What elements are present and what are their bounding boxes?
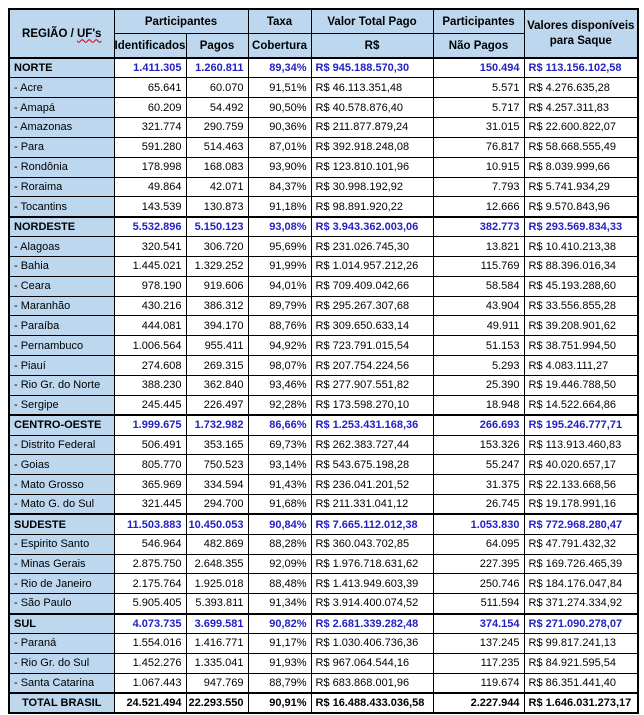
nao-pagos-cell: 115.769 — [433, 256, 524, 276]
header-regiao-prefix: REGIÃO / — [22, 27, 77, 40]
row-label-cell: - Goias — [9, 455, 114, 475]
header-ufs-spellcheck: UF's — [76, 27, 102, 40]
header-valor-total-pago: Valor Total Pago — [311, 9, 433, 34]
row-label-cell: - Amapá — [9, 98, 114, 118]
pagos-cell: 1.260.811 — [186, 58, 248, 78]
valores-saque-cell: R$ 22.600.822,07 — [524, 118, 638, 138]
pagos-cell: 42.071 — [186, 177, 248, 197]
uf-row — [9, 98, 638, 118]
identificados-cell: 1.411.305 — [114, 58, 186, 78]
nao-pagos-cell: 13.821 — [433, 237, 524, 257]
valores-saque-cell: R$ 40.020.657,17 — [524, 455, 638, 475]
valores-saque-cell: R$ 184.176.047,84 — [524, 574, 638, 594]
row-label-cell: - Rio de Janeiro — [9, 574, 114, 594]
pagos-cell: 54.492 — [186, 98, 248, 118]
header-cobertura: Cobertura — [248, 34, 311, 59]
row-label-cell: - Rio Gr. do Norte — [9, 376, 114, 396]
valores-saque-cell: R$ 10.410.213,38 — [524, 237, 638, 257]
valor-total-pago-cell: R$ 231.026.745,30 — [311, 237, 433, 257]
header-regiao-ufs — [9, 9, 114, 58]
identificados-cell: 978.190 — [114, 276, 186, 296]
uf-row — [9, 594, 638, 614]
pagos-cell: 1.329.252 — [186, 256, 248, 276]
header-rs: R$ — [311, 34, 433, 59]
nao-pagos-cell: 25.390 — [433, 376, 524, 396]
row-label-cell: - Roraima — [9, 177, 114, 197]
region-row — [9, 415, 638, 435]
pagos-cell: 394.170 — [186, 316, 248, 336]
row-label-cell: - Para — [9, 137, 114, 157]
identificados-cell: 365.969 — [114, 475, 186, 495]
cobertura-cell: 91,68% — [248, 495, 311, 515]
row-label-cell: - Rio Gr. do Sul — [9, 653, 114, 673]
cobertura-cell: 92,28% — [248, 395, 311, 415]
pagos-cell: 168.083 — [186, 157, 248, 177]
pagos-cell: 334.594 — [186, 475, 248, 495]
uf-row — [9, 554, 638, 574]
pagos-cell: 482.869 — [186, 534, 248, 554]
uf-row — [9, 673, 638, 693]
row-label-cell: SUDESTE — [9, 514, 114, 534]
valor-total-pago-cell: R$ 262.383.727,44 — [311, 435, 433, 455]
valores-saque-cell: R$ 84.921.595,54 — [524, 653, 638, 673]
region-row — [9, 58, 638, 78]
valores-saque-cell: R$ 58.668.555,49 — [524, 137, 638, 157]
row-label-cell: - Amazonas — [9, 118, 114, 138]
identificados-cell: 245.445 — [114, 395, 186, 415]
identificados-cell: 65.641 — [114, 78, 186, 98]
identificados-cell: 321.445 — [114, 495, 186, 515]
row-label-cell: - Bahia — [9, 256, 114, 276]
pagos-cell: 947.769 — [186, 673, 248, 693]
pagos-cell: 955.411 — [186, 336, 248, 356]
cobertura-cell: 90,36% — [248, 118, 311, 138]
valores-saque-cell: R$ 113.156.102,58 — [524, 58, 638, 78]
cobertura-cell: 93,46% — [248, 376, 311, 396]
pagos-cell: 3.699.581 — [186, 614, 248, 634]
identificados-cell: 1.006.564 — [114, 336, 186, 356]
cobertura-cell: 84,37% — [248, 177, 311, 197]
uf-row — [9, 276, 638, 296]
valor-total-pago-cell: R$ 709.409.042,66 — [311, 276, 433, 296]
cobertura-cell: 89,34% — [248, 58, 311, 78]
nao-pagos-cell: 266.693 — [433, 415, 524, 435]
nao-pagos-cell: 250.746 — [433, 574, 524, 594]
pagos-cell: 22.293.550 — [186, 693, 248, 713]
valor-total-pago-cell: R$ 3.914.400.074,52 — [311, 594, 433, 614]
uf-row — [9, 455, 638, 475]
valor-total-pago-cell: R$ 98.891.920,22 — [311, 197, 433, 217]
row-label-cell: - Pernambuco — [9, 336, 114, 356]
uf-row — [9, 376, 638, 396]
valores-saque-cell: R$ 99.817.241,13 — [524, 633, 638, 653]
valor-total-pago-cell: R$ 1.976.718.631,62 — [311, 554, 433, 574]
valores-saque-cell: R$ 39.208.901,62 — [524, 316, 638, 336]
cobertura-cell: 98,07% — [248, 356, 311, 376]
header-participantes: Participantes — [114, 9, 248, 34]
nao-pagos-cell: 31.375 — [433, 475, 524, 495]
valor-total-pago-cell: R$ 392.918.248,08 — [311, 137, 433, 157]
cobertura-cell: 94,92% — [248, 336, 311, 356]
pagos-cell: 1.925.018 — [186, 574, 248, 594]
row-label-cell: - Ceara — [9, 276, 114, 296]
identificados-cell: 1.554.016 — [114, 633, 186, 653]
region-row — [9, 217, 638, 237]
identificados-cell: 546.964 — [114, 534, 186, 554]
nao-pagos-cell: 49.911 — [433, 316, 524, 336]
pagos-cell: 919.606 — [186, 276, 248, 296]
valor-total-pago-cell: R$ 7.665.112.012,38 — [311, 514, 433, 534]
valor-total-pago-cell: R$ 46.113.351,48 — [311, 78, 433, 98]
pagos-cell: 5.393.811 — [186, 594, 248, 614]
cobertura-cell: 86,66% — [248, 415, 311, 435]
nao-pagos-cell: 2.227.944 — [433, 693, 524, 713]
pagos-cell: 130.873 — [186, 197, 248, 217]
cobertura-cell: 90,84% — [248, 514, 311, 534]
cobertura-cell: 90,91% — [248, 693, 311, 713]
row-label-cell: - Paraíba — [9, 316, 114, 336]
valor-total-pago-cell: R$ 30.998.192,92 — [311, 177, 433, 197]
identificados-cell: 274.608 — [114, 356, 186, 376]
cobertura-cell: 90,50% — [248, 98, 311, 118]
uf-row — [9, 157, 638, 177]
valor-total-pago-cell: R$ 207.754.224,56 — [311, 356, 433, 376]
row-label-cell: - São Paulo — [9, 594, 114, 614]
cobertura-cell: 91,99% — [248, 256, 311, 276]
valores-saque-cell: R$ 271.090.278,07 — [524, 614, 638, 634]
header-nao-pagos: Não Pagos — [433, 34, 524, 59]
uf-row — [9, 197, 638, 217]
valores-saque-cell: R$ 113.913.460,83 — [524, 435, 638, 455]
valores-saque-cell: R$ 14.522.664,86 — [524, 395, 638, 415]
pagos-cell: 1.335.041 — [186, 653, 248, 673]
valores-saque-cell: R$ 38.751.994,50 — [524, 336, 638, 356]
valor-total-pago-cell: R$ 173.598.270,10 — [311, 395, 433, 415]
row-label-cell: - Espirito Santo — [9, 534, 114, 554]
valores-saque-cell: R$ 22.133.668,56 — [524, 475, 638, 495]
row-label-cell: TOTAL BRASIL — [9, 693, 114, 713]
valor-total-pago-cell: R$ 1.413.949.603,39 — [311, 574, 433, 594]
nao-pagos-cell: 51.153 — [433, 336, 524, 356]
uf-row — [9, 633, 638, 653]
nao-pagos-cell: 18.948 — [433, 395, 524, 415]
valores-saque-cell: R$ 86.351.441,40 — [524, 673, 638, 693]
valores-saque-cell: R$ 772.968.280,47 — [524, 514, 638, 534]
identificados-cell: 1.445.021 — [114, 256, 186, 276]
row-label-cell: NORTE — [9, 58, 114, 78]
identificados-cell: 178.998 — [114, 157, 186, 177]
pagos-cell: 60.070 — [186, 78, 248, 98]
identificados-cell: 2.175.764 — [114, 574, 186, 594]
nao-pagos-cell: 374.154 — [433, 614, 524, 634]
nao-pagos-cell: 64.095 — [433, 534, 524, 554]
cobertura-cell: 93,08% — [248, 217, 311, 237]
valores-saque-cell: R$ 8.039.999,66 — [524, 157, 638, 177]
valores-saque-cell: R$ 4.276.635,28 — [524, 78, 638, 98]
valores-saque-cell: R$ 4.083.111,27 — [524, 356, 638, 376]
row-label-cell: - Tocantins — [9, 197, 114, 217]
identificados-cell: 1.452.276 — [114, 653, 186, 673]
pagos-cell: 1.732.982 — [186, 415, 248, 435]
valor-total-pago-cell: R$ 1.253.431.168,36 — [311, 415, 433, 435]
uf-row — [9, 435, 638, 455]
row-label-cell: - Distrito Federal — [9, 435, 114, 455]
valor-total-pago-cell: R$ 1.014.957.212,26 — [311, 256, 433, 276]
row-label-cell: - Rondônia — [9, 157, 114, 177]
header-participantes-nao: Participantes — [433, 9, 524, 34]
header-pagos: Pagos — [186, 34, 248, 59]
nao-pagos-cell: 26.745 — [433, 495, 524, 515]
identificados-cell: 591.280 — [114, 137, 186, 157]
valores-saque-cell: R$ 88.396.016,34 — [524, 256, 638, 276]
cobertura-cell: 91,93% — [248, 653, 311, 673]
valor-total-pago-cell: R$ 967.064.544,16 — [311, 653, 433, 673]
valor-total-pago-cell: R$ 1.030.406.736,36 — [311, 633, 433, 653]
cobertura-cell: 88,79% — [248, 673, 311, 693]
valor-total-pago-cell: R$ 16.488.433.036,58 — [311, 693, 433, 713]
region-row — [9, 614, 638, 634]
nao-pagos-cell: 5.293 — [433, 356, 524, 376]
uf-row — [9, 316, 638, 336]
identificados-cell: 388.230 — [114, 376, 186, 396]
valor-total-pago-cell: R$ 360.043.702,85 — [311, 534, 433, 554]
row-label-cell: - Piauí — [9, 356, 114, 376]
valores-saque-cell: R$ 169.726.465,39 — [524, 554, 638, 574]
row-label-cell: NORDESTE — [9, 217, 114, 237]
identificados-cell: 444.081 — [114, 316, 186, 336]
nao-pagos-cell: 511.594 — [433, 594, 524, 614]
cobertura-cell: 87,01% — [248, 137, 311, 157]
pagos-cell: 1.416.771 — [186, 633, 248, 653]
valores-saque-cell: R$ 47.791.432,32 — [524, 534, 638, 554]
nao-pagos-cell: 10.915 — [433, 157, 524, 177]
uf-row — [9, 653, 638, 673]
valor-total-pago-cell: R$ 723.791.015,54 — [311, 336, 433, 356]
valores-saque-cell: R$ 1.646.031.273,17 — [524, 693, 638, 713]
cobertura-cell: 91,18% — [248, 197, 311, 217]
valor-total-pago-cell: R$ 309.650.633,14 — [311, 316, 433, 336]
uf-row — [9, 574, 638, 594]
uf-row — [9, 237, 638, 257]
cobertura-cell: 69,73% — [248, 435, 311, 455]
uf-row — [9, 534, 638, 554]
valores-saque-cell: R$ 19.446.788,50 — [524, 376, 638, 396]
row-label-cell: - Alagoas — [9, 237, 114, 257]
row-label-cell: - Maranhão — [9, 296, 114, 316]
valores-saque-cell: R$ 33.556.855,28 — [524, 296, 638, 316]
uf-row — [9, 256, 638, 276]
valor-total-pago-cell: R$ 3.943.362.003,06 — [311, 217, 433, 237]
valores-saque-cell: R$ 45.193.288,60 — [524, 276, 638, 296]
row-label-cell: - Acre — [9, 78, 114, 98]
uf-row — [9, 177, 638, 197]
identificados-cell: 11.503.883 — [114, 514, 186, 534]
valores-saque-cell: R$ 293.569.834,33 — [524, 217, 638, 237]
valor-total-pago-cell: R$ 683.868.001,96 — [311, 673, 433, 693]
pagos-cell: 750.523 — [186, 455, 248, 475]
cobertura-cell: 93,14% — [248, 455, 311, 475]
valor-total-pago-cell: R$ 40.578.876,40 — [311, 98, 433, 118]
cobertura-cell: 88,48% — [248, 574, 311, 594]
uf-row — [9, 475, 638, 495]
nao-pagos-cell: 55.247 — [433, 455, 524, 475]
valores-saque-cell: R$ 371.274.334,92 — [524, 594, 638, 614]
valores-saque-cell: R$ 5.741.934,29 — [524, 177, 638, 197]
row-label-cell: - Paraná — [9, 633, 114, 653]
identificados-cell: 24.521.494 — [114, 693, 186, 713]
row-label-cell: - Santa Catarina — [9, 673, 114, 693]
nao-pagos-cell: 382.773 — [433, 217, 524, 237]
cobertura-cell: 91,43% — [248, 475, 311, 495]
cobertura-cell: 95,69% — [248, 237, 311, 257]
table-body — [9, 58, 638, 713]
row-label-cell: - Mato G. do Sul — [9, 495, 114, 515]
row-label-cell: - Minas Gerais — [9, 554, 114, 574]
identificados-cell: 143.539 — [114, 197, 186, 217]
pagos-cell: 362.840 — [186, 376, 248, 396]
pagos-cell: 386.312 — [186, 296, 248, 316]
identificados-cell: 320.541 — [114, 237, 186, 257]
uf-row — [9, 78, 638, 98]
valores-saque-cell: R$ 195.246.777,71 — [524, 415, 638, 435]
nao-pagos-cell: 31.015 — [433, 118, 524, 138]
nao-pagos-cell: 150.494 — [433, 58, 524, 78]
header-valores-disponiveis: Valores disponíveis para Saque — [524, 9, 638, 58]
header-identificados: Identificados — [114, 34, 186, 59]
cobertura-cell: 91,51% — [248, 78, 311, 98]
nao-pagos-cell: 117.235 — [433, 653, 524, 673]
nao-pagos-cell: 5.571 — [433, 78, 524, 98]
identificados-cell: 5.532.896 — [114, 217, 186, 237]
table-header — [9, 9, 638, 58]
nao-pagos-cell: 76.817 — [433, 137, 524, 157]
cobertura-cell: 92,09% — [248, 554, 311, 574]
identificados-cell: 321.774 — [114, 118, 186, 138]
identificados-cell: 805.770 — [114, 455, 186, 475]
nao-pagos-cell: 227.395 — [433, 554, 524, 574]
valor-total-pago-cell: R$ 236.041.201,52 — [311, 475, 433, 495]
cobertura-cell: 89,79% — [248, 296, 311, 316]
uf-row — [9, 336, 638, 356]
uf-row — [9, 137, 638, 157]
row-label-cell: CENTRO-OESTE — [9, 415, 114, 435]
pagos-cell: 294.700 — [186, 495, 248, 515]
identificados-cell: 506.491 — [114, 435, 186, 455]
cobertura-cell: 94,01% — [248, 276, 311, 296]
identificados-cell: 2.875.750 — [114, 554, 186, 574]
pagos-cell: 5.150.123 — [186, 217, 248, 237]
identificados-cell: 60.209 — [114, 98, 186, 118]
pagos-cell: 306.720 — [186, 237, 248, 257]
pagos-cell: 10.450.053 — [186, 514, 248, 534]
valores-saque-cell: R$ 4.257.311,83 — [524, 98, 638, 118]
nao-pagos-cell: 137.245 — [433, 633, 524, 653]
pagos-cell: 514.463 — [186, 137, 248, 157]
pagos-cell: 290.759 — [186, 118, 248, 138]
nao-pagos-cell: 43.904 — [433, 296, 524, 316]
valor-total-pago-cell: R$ 295.267.307,68 — [311, 296, 433, 316]
cobertura-cell: 90,82% — [248, 614, 311, 634]
total-row — [9, 693, 638, 713]
cobertura-cell: 88,28% — [248, 534, 311, 554]
cobertura-cell: 88,76% — [248, 316, 311, 336]
identificados-cell: 1.999.675 — [114, 415, 186, 435]
valor-total-pago-cell: R$ 945.188.570,30 — [311, 58, 433, 78]
valor-total-pago-cell: R$ 543.675.198,28 — [311, 455, 433, 475]
identificados-cell: 430.216 — [114, 296, 186, 316]
cobertura-cell: 93,90% — [248, 157, 311, 177]
participants-payments-table — [8, 8, 639, 714]
valor-total-pago-cell: R$ 277.907.551,82 — [311, 376, 433, 396]
identificados-cell: 5.905.405 — [114, 594, 186, 614]
nao-pagos-cell: 5.717 — [433, 98, 524, 118]
uf-row — [9, 296, 638, 316]
uf-row — [9, 395, 638, 415]
row-label-cell: - Mato Grosso — [9, 475, 114, 495]
uf-row — [9, 356, 638, 376]
valores-saque-cell: R$ 19.178.991,16 — [524, 495, 638, 515]
pagos-cell: 226.497 — [186, 395, 248, 415]
nao-pagos-cell: 153.326 — [433, 435, 524, 455]
row-label-cell: - Sergipe — [9, 395, 114, 415]
pagos-cell: 353.165 — [186, 435, 248, 455]
valor-total-pago-cell: R$ 211.877.879,24 — [311, 118, 433, 138]
nao-pagos-cell: 1.053.830 — [433, 514, 524, 534]
identificados-cell: 1.067.443 — [114, 673, 186, 693]
nao-pagos-cell: 12.666 — [433, 197, 524, 217]
pagos-cell: 2.648.355 — [186, 554, 248, 574]
valor-total-pago-cell: R$ 123.810.101,96 — [311, 157, 433, 177]
cobertura-cell: 91,34% — [248, 594, 311, 614]
uf-row — [9, 495, 638, 515]
valor-total-pago-cell: R$ 2.681.339.282,48 — [311, 614, 433, 634]
header-taxa: Taxa — [248, 9, 311, 34]
nao-pagos-cell: 58.584 — [433, 276, 524, 296]
nao-pagos-cell: 7.793 — [433, 177, 524, 197]
pagos-cell: 269.315 — [186, 356, 248, 376]
cobertura-cell: 91,17% — [248, 633, 311, 653]
uf-row — [9, 118, 638, 138]
valor-total-pago-cell: R$ 211.331.041,12 — [311, 495, 433, 515]
identificados-cell: 49.864 — [114, 177, 186, 197]
row-label-cell: SUL — [9, 614, 114, 634]
nao-pagos-cell: 119.674 — [433, 673, 524, 693]
region-row — [9, 514, 638, 534]
identificados-cell: 4.073.735 — [114, 614, 186, 634]
valores-saque-cell: R$ 9.570.843,96 — [524, 197, 638, 217]
